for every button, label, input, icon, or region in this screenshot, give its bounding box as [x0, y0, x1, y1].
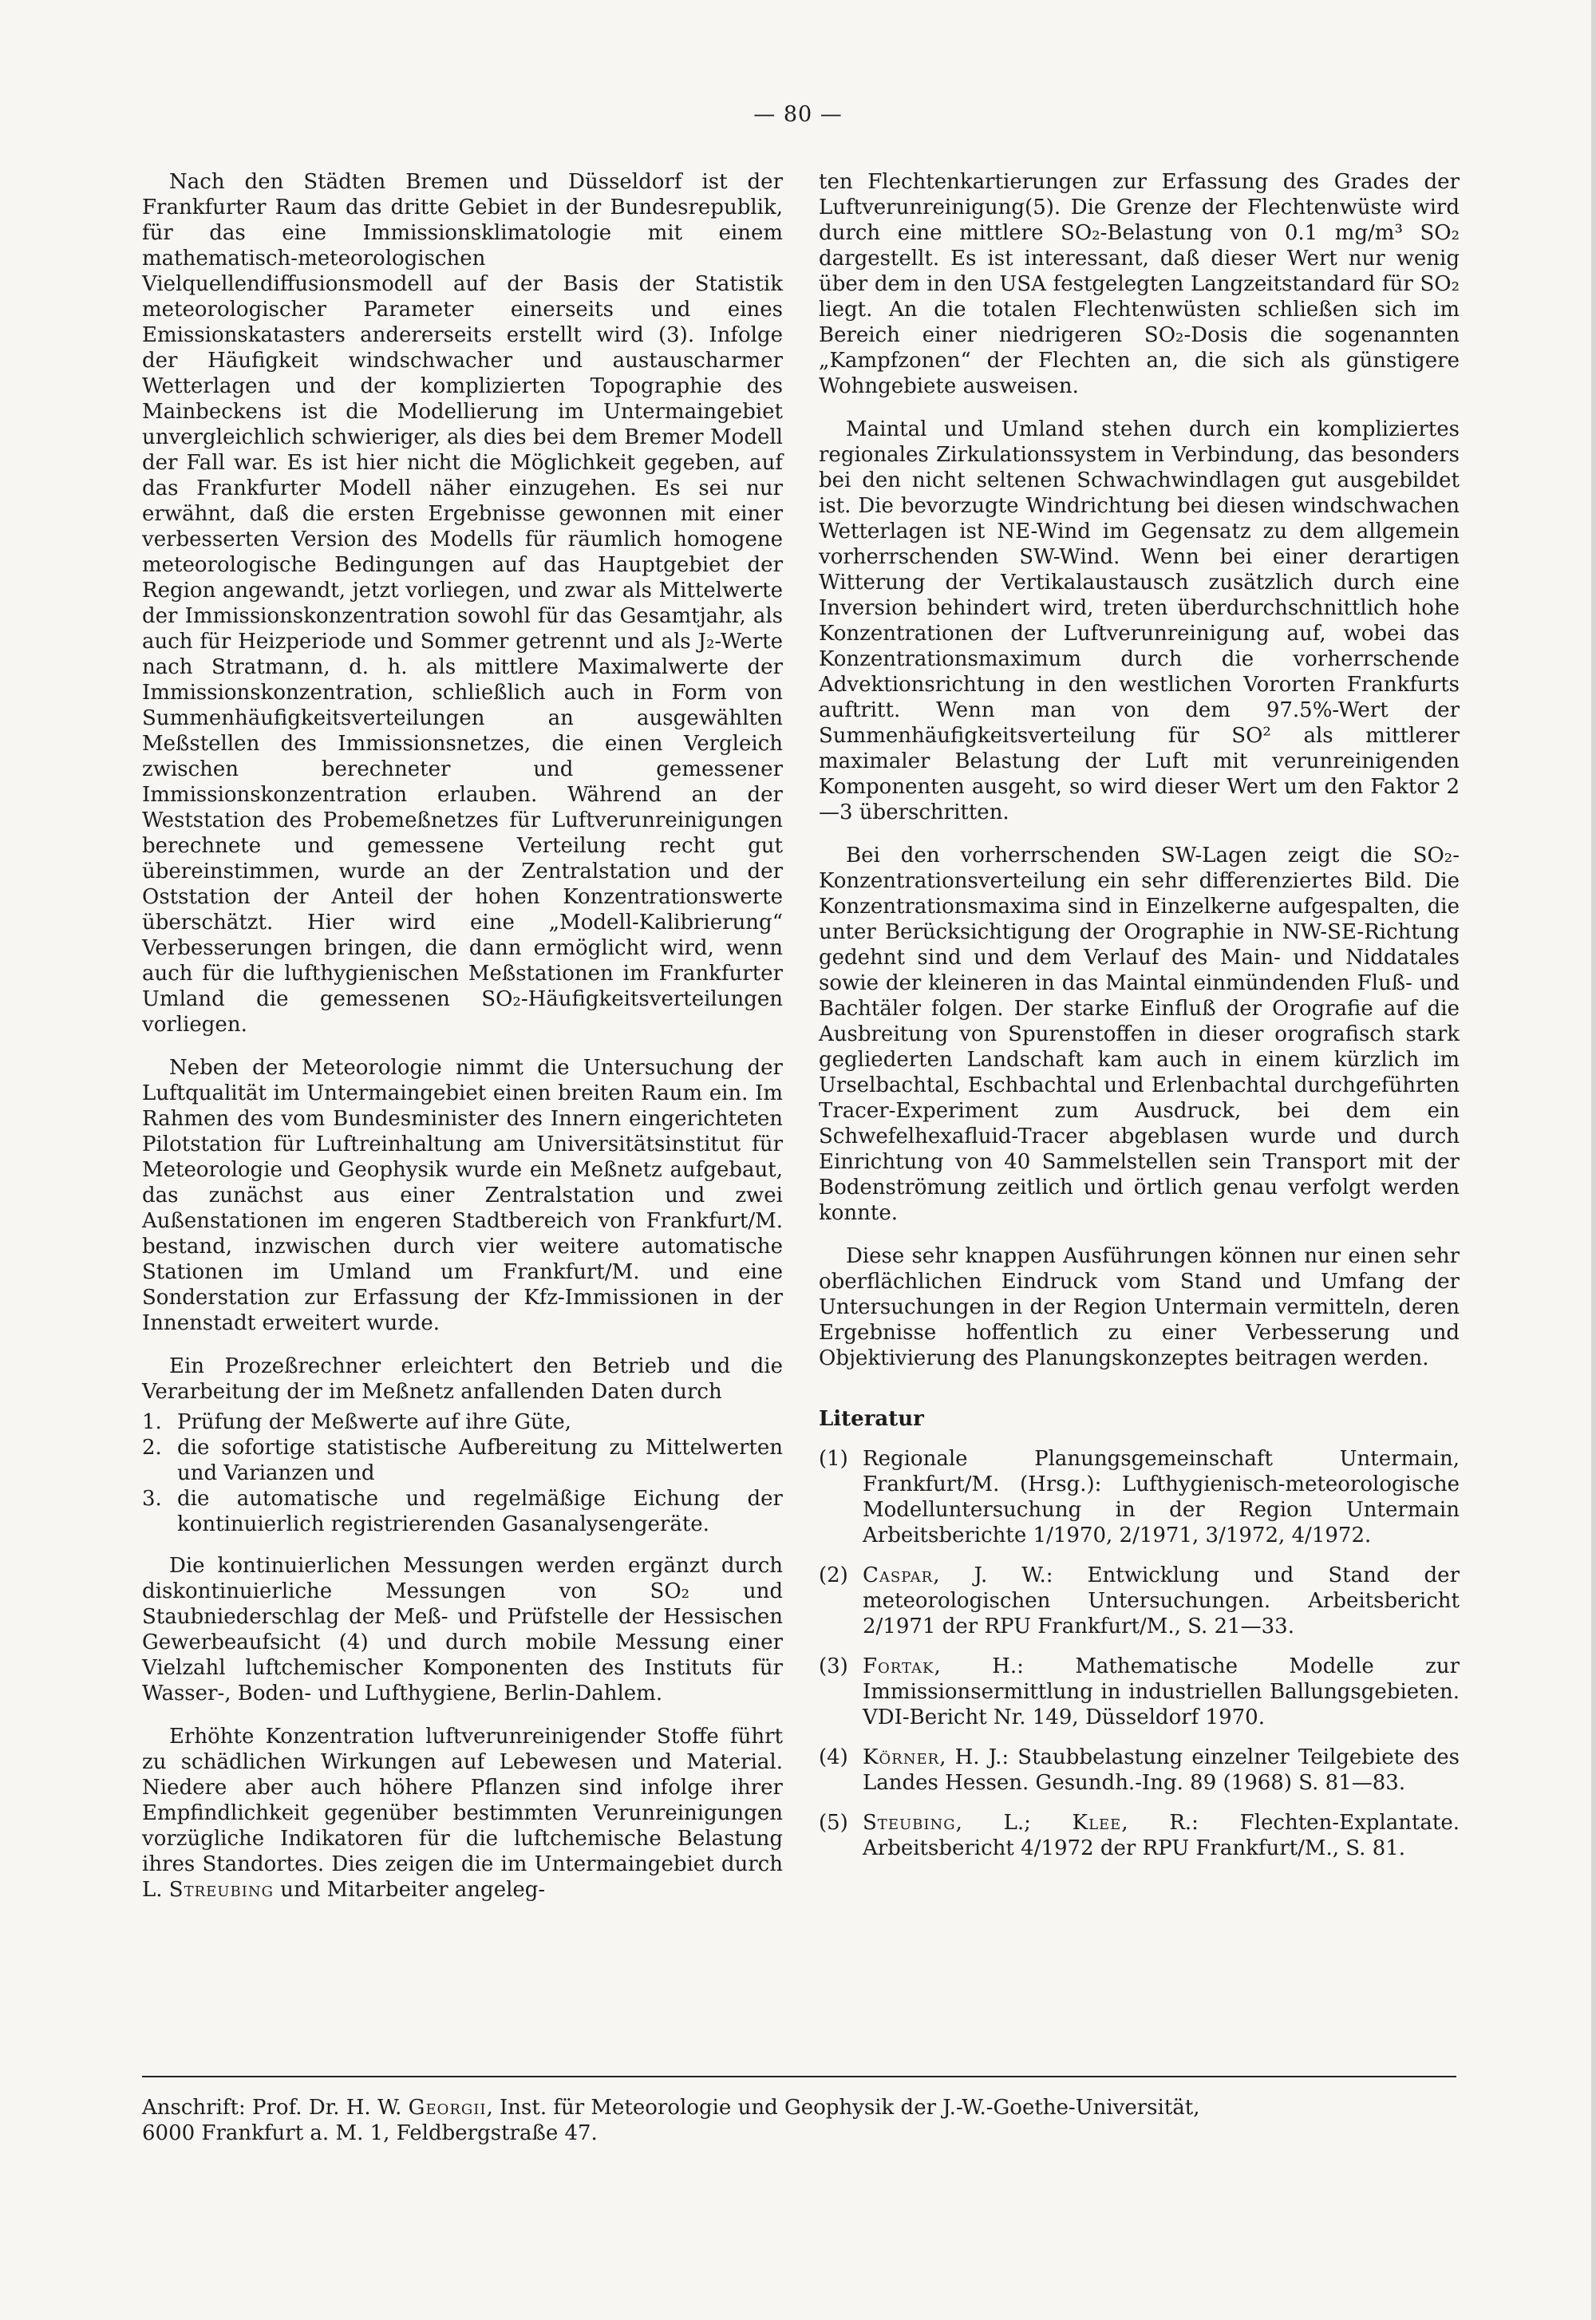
- address-footer: [142, 2095, 1459, 2146]
- reference-text: , R.: Flechten-Explantate. Arbeitsbericht 4/1972 der RPU Frankfurt/M., S. 81.: [863, 1811, 1460, 1860]
- page-number: — 80 —: [753, 102, 843, 127]
- list-item: [142, 1409, 783, 1435]
- list-text: die automatische und regelmäßige Eichung der kontinuierlich registrierenden Gasanalysengeräte.: [177, 1487, 783, 1536]
- reference-author: Caspar: [863, 1563, 934, 1587]
- reference-body: [863, 1654, 1460, 1730]
- paragraph: Die kontinuierlichen Messungen werden ergänzt durch diskontinuierliche Messungen von SO₂ und Staubniederschlag der Meß- und Prüfstelle der Hessischen Gewerbeaufsicht (4) und durch mobile Messung einer Vielzahl luftchemischer Komponenten des Instituts für Wasser-, Boden- und Lufthygiene, Berlin-Dahlem.: [142, 1554, 783, 1705]
- reference-body: [863, 1810, 1460, 1861]
- paragraph: [142, 1724, 783, 1903]
- address-line: [142, 2095, 1459, 2120]
- reference-author: Körner: [863, 1745, 940, 1769]
- reference-author: Steubing: [863, 1811, 956, 1835]
- left-column: [142, 169, 783, 1920]
- paragraph: ten Flechtenkartierungen zur Erfassung des Grades der Luftverunreinigung(5). Die Grenze der Flechtenwüste wird durch eine mittlere SO₂-Belastung von 0.1 mg/m³ SO₂ dargestellt. Es ist interessant, daß dieser Wert nur wenig über dem in den USA festgelegten Langzeitstandard für SO₂ liegt. An die totalen Flechtenwüsten schließen sich im Bereich einer niedrigeren SO₂-Dosis die sogenannten „Kampfzonen“ der Flechten an, die sich als günstigere Wohngebiete ausweisen.: [819, 170, 1460, 398]
- paragraph: Neben der Meteorologie nimmt die Untersuchung der Luftqualität im Untermaingebiet einen breiten Raum ein. Im Rahmen des vom Bundesminister des Innern eingerichteten Pilotstation für Luftreinhaltung am Universitätsinstitut für Meteorologie und Geophysik wurde ein Meßnetz aufgebaut, das zunächst aus einer Zentralstation und zwei Außenstationen im engeren Stadtbereich von Frankfurt/M. bestand, inzwischen durch vier weitere automatische Stationen im Umland um Frankfurt/M. und eine Sonderstation zur Erfassung der Kfz-Immissionen in der Innenstadt erweitert wurde.: [142, 1056, 783, 1335]
- reference-text: , L.;: [955, 1811, 1073, 1835]
- reference-item: [819, 1745, 1460, 1796]
- processing-list: [142, 1409, 783, 1537]
- paragraph: Nach den Städten Bremen und Düsseldorf ist der Frankfurter Raum das dritte Gebiet in der Bundesrepublik, für das eine Immissionsklimatologie mit einem mathematisch-meteorologischen Vielquellendiffusionsmodell auf der Basis der Statistik meteorologischer Parameter einerseits und eines Emissionskatasters andererseits erstellt wird (3). Infolge der Häufigkeit windschwacher und austauscharmer Wetterlagen und der komplizierten Topographie des Mainbeckens ist die Modellierung im Untermaingebiet unvergleichlich schwieriger, als dies bei dem Bremer Modell der Fall war. Es ist hier nicht die Möglichkeit gegeben, auf das Frankfurter Modell näher einzugehen. Es sei nur erwähnt, daß die ersten Ergebnisse gewonnen mit einer verbesserten Version des Modells für räumlich homogene meteorologische Bedingungen auf das Hauptgebiet der Region angewandt, jetzt vorliegen, und zwar als Mittelwerte der Immissionskonzentration sowohl für das Gesamtjahr, als auch für Heizperiode und Sommer getrennt und als J₂-Werte nach Stratmann, d. h. als mittlere Maximalwerte der Immissionskonzentration, schließlich auch in Form von Summenhäufigkeitsverteilungen an ausgewählten Meßstellen des Immissionsnetzes, die einen Vergleich zwischen berechneter und gemessener Immissionskonzentration erlauben. Während an der Weststation des Probemeßnetzes für Luftverunreinigungen berechnete und gemessene Verteilung recht gut übereinstimmen, wurde an der Zentralstation und der Oststation der Anteil der hohen Konzentrationswerte überschätzt. Hier wird eine „Modell-Kalibrierung“ Verbesserungen bringen, die dann ermöglicht wird, wenn auch für die lufthygienischen Meßstationen im Frankfurter Umland die gemessenen SO₂-Häufigkeitsverteilungen vorliegen.: [142, 170, 783, 1037]
- reference-number: (3): [819, 1654, 848, 1678]
- reference-list: [819, 1446, 1460, 1861]
- list-number: 3.: [142, 1487, 162, 1511]
- paragraph-text: Erhöhte Konzentration luftverunreinigender Stoffe führt zu schädlichen Wirkungen auf Lebewesen und Material. Niedere aber auch höhere Pflanzen sind infolge ihrer Empfindlichkeit gegenüber bestimmten Verunreinigungen vorzügliche Indikatoren für die luftchemische Belastung ihres Standortes. Dies zeigen die im Untermaingebiet durch L.: [142, 1725, 783, 1902]
- reference-body: [863, 1563, 1460, 1639]
- list-text: die sofortige statistische Aufbereitung zu Mittelwerten und Varianzen und: [177, 1436, 783, 1485]
- paragraph: Diese sehr knappen Ausführungen können nur einen sehr oberflächlichen Eindruck vom Stand und Umfang der Untersuchungen in der Region Untermain vermitteln, deren Ergebnisse hoffentlich zu einer Verbesserung und Objektivierung des Planungskonzeptes beitragen werden.: [819, 1244, 1460, 1370]
- reference-text: , H. J.: Staubbelastung einzelner Teilgebiete des Landes Hessen. Gesundh.-Ing. 89 (1968) S. 81—83.: [863, 1745, 1460, 1795]
- reference-number: (2): [819, 1563, 848, 1587]
- reference-body: [863, 1745, 1460, 1796]
- address-text: , Inst. für Meteorologie und Geophysik der J.-W.-Goethe-Universität,: [486, 2096, 1200, 2120]
- paragraph: Ein Prozeßrechner erleichtert den Betrieb und die Verarbeitung der im Meßnetz anfallenden Daten durch: [142, 1354, 783, 1404]
- reference-number: (1): [819, 1447, 848, 1471]
- reference-author: Fortak: [863, 1654, 934, 1678]
- paragraph: Bei den vorherrschenden SW-Lagen zeigt die SO₂-Konzentrationsverteilung ein sehr differenziertes Bild. Die Konzentrationsmaxima sind in Einzelkerne aufgespalten, die unter Berücksichtigung der Orographie in NW-SE-Richtung gedehnt sind und dem Verlauf des Main- und Niddatales sowie der kleineren in das Maintal einmündenden Fluß- und Bachtäler folgen. Der starke Einfluß der Orografie auf die Ausbreitung von Spurenstoffen in dieser orografisch stark gegliederten Landschaft kam auch in einem kürzlich im Urselbachtal, Eschbachtal und Erlenbachtal durchgeführten Tracer-Experiment zum Ausdruck, bei dem ein Schwefelhexafluid-Tracer abgeblasen wurde und durch Einrichtung von 40 Sammelstellen sein Transport mit der Bodenströmung zeitlich und örtlich genau verfolgt werden konnte.: [819, 844, 1460, 1225]
- author-name: Georgii: [408, 2096, 487, 2120]
- author-name: Streubing: [168, 1878, 274, 1902]
- page-edge: [1591, 0, 1596, 2320]
- reference-item: [819, 1810, 1460, 1861]
- reference-item: [819, 1446, 1460, 1548]
- literature-heading: Literatur: [819, 1407, 924, 1431]
- right-column: [819, 169, 1460, 1875]
- paragraph-text: und Mitarbeiter angeleg-: [280, 1878, 546, 1902]
- list-item: [142, 1486, 783, 1537]
- list-number: 2.: [142, 1436, 162, 1460]
- list-number: 1.: [142, 1410, 162, 1434]
- reference-number: (4): [819, 1745, 848, 1769]
- footer-rule: [142, 2076, 1456, 2077]
- address-line: 6000 Frankfurt a. M. 1, Feldbergstraße 47.: [142, 2121, 598, 2145]
- list-item: [142, 1435, 783, 1486]
- reference-number: (5): [819, 1811, 848, 1835]
- reference-text: Regionale Planungsgemeinschaft Untermain, Frankfurt/M. (Hrsg.): Lufthygienisch-meteorologische Modelluntersuchung in der Region Untermain Arbeitsberichte 1/1970, 2/1971, 3/1972, 4/1972.: [863, 1447, 1460, 1547]
- reference-text: , H.: Mathematische Modelle zur Immissionsermittlung in industriellen Ballungsgebieten. VDI-Bericht Nr. 149, Düsseldorf 1970.: [863, 1654, 1460, 1729]
- reference-item: [819, 1563, 1460, 1639]
- paragraph: Maintal und Umland stehen durch ein kompliziertes regionales Zirkulationssystem in Verbindung, das besonders bei den nicht seltenen Schwachwindlagen gut ausgebildet ist. Die bevorzugte Windrichtung bei diesen windschwachen Wetterlagen ist NE-Wind im Gegensatz zu dem allgemein vorherrschenden SW-Wind. Wenn bei einer derartigen Witterung der Vertikalaustausch zusätzlich durch eine Inversion behindert wird, treten überdurchschnittlich hohe Konzentrationen der Luftverunreinigung auf, wobei das Konzentrationsmaximum durch die vorherrschende Advektionsrichtung in den westlichen Vororten Frankfurts auftritt. Wenn man von dem 97.5%-Wert der Summenhäufigkeitsverteilung für SO² als mittlerer maximaler Belastung der Luft mit verunreinigenden Komponenten ausgeht, so wird dieser Wert um den Faktor 2—3 überschritten.: [819, 417, 1460, 824]
- reference-item: [819, 1654, 1460, 1730]
- list-text: Prüfung der Meßwerte auf ihre Güte,: [177, 1410, 571, 1434]
- address-text: Anschrift: Prof. Dr. H. W.: [142, 2096, 402, 2120]
- reference-text: , J. W.: Entwicklung und Stand der meteorologischen Untersuchungen. Arbeitsbericht 2/1971 der RPU Frankfurt/M., S. 21—33.: [863, 1563, 1460, 1638]
- reference-author: Klee: [1072, 1811, 1122, 1835]
